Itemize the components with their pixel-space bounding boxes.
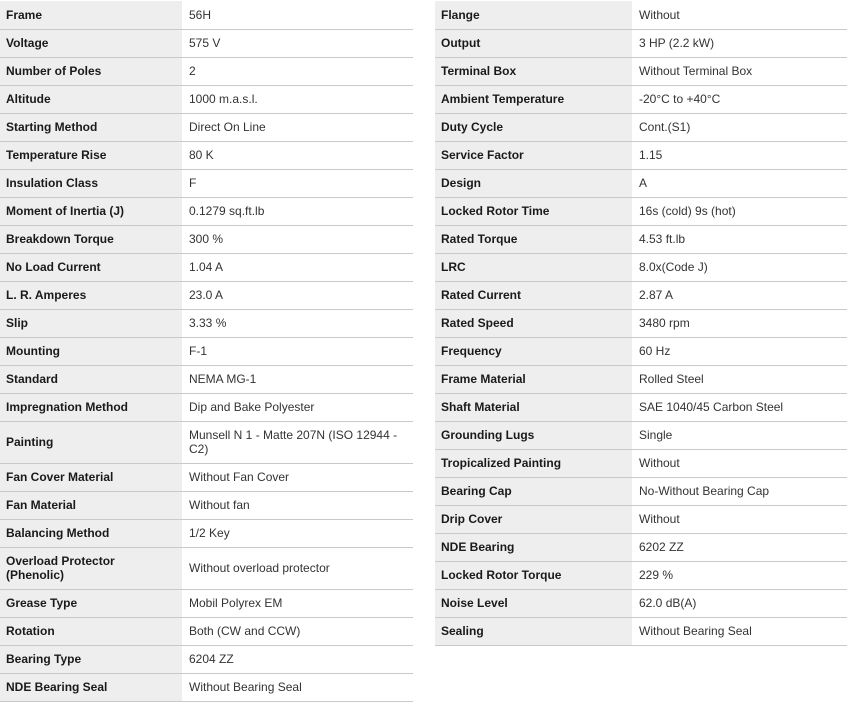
spec-row (435, 561, 847, 589)
spec-row (0, 673, 413, 701)
spec-value: F (182, 169, 413, 197)
spec-row (435, 113, 847, 141)
spec-row (0, 309, 413, 337)
spec-label: Impregnation Method (0, 393, 182, 421)
spec-label: Slip (0, 309, 182, 337)
spec-value: 229 % (632, 561, 847, 589)
spec-row (435, 197, 847, 225)
spec-label: Standard (0, 365, 182, 393)
spec-value: 3480 rpm (632, 309, 847, 337)
spec-value: Without (632, 1, 847, 29)
spec-row (0, 365, 413, 393)
spec-row (0, 393, 413, 421)
spec-label: Locked Rotor Torque (435, 561, 632, 589)
spec-label: Temperature Rise (0, 141, 182, 169)
spec-value: 8.0x(Code J) (632, 253, 847, 281)
spec-value: NEMA MG-1 (182, 365, 413, 393)
spec-row (0, 85, 413, 113)
spec-label: Rated Torque (435, 225, 632, 253)
spec-label: Service Factor (435, 141, 632, 169)
spec-value: Without fan (182, 491, 413, 519)
spec-row (435, 29, 847, 57)
spec-label: Terminal Box (435, 57, 632, 85)
spec-label: Sealing (435, 617, 632, 645)
spec-value: Both (CW and CCW) (182, 617, 413, 645)
spec-label: Noise Level (435, 589, 632, 617)
spec-label: Number of Poles (0, 57, 182, 85)
spec-row (0, 491, 413, 519)
spec-value: Without Bearing Seal (632, 617, 847, 645)
spec-label: Frequency (435, 337, 632, 365)
spec-value: A (632, 169, 847, 197)
spec-row (0, 519, 413, 547)
spec-value: 56H (182, 1, 413, 29)
spec-row (435, 57, 847, 85)
spec-value: 4.53 ft.lb (632, 225, 847, 253)
spec-label: Altitude (0, 85, 182, 113)
spec-value: 2.87 A (632, 281, 847, 309)
spec-label: Rotation (0, 617, 182, 645)
spec-value: Without (632, 505, 847, 533)
spec-value: 80 K (182, 141, 413, 169)
spec-label: Tropicalized Painting (435, 449, 632, 477)
spec-row (435, 85, 847, 113)
spec-row (435, 365, 847, 393)
spec-row (0, 463, 413, 491)
spec-label: Grease Type (0, 589, 182, 617)
spec-row (0, 1, 413, 29)
spec-label: Mounting (0, 337, 182, 365)
spec-value: Without overload protector (182, 547, 413, 589)
spec-label: Duty Cycle (435, 113, 632, 141)
spec-value: Mobil Polyrex EM (182, 589, 413, 617)
spec-value: Without Fan Cover (182, 463, 413, 491)
spec-value: No-Without Bearing Cap (632, 477, 847, 505)
spec-label: Drip Cover (435, 505, 632, 533)
spec-value: 2 (182, 57, 413, 85)
spec-value: 0.1279 sq.ft.lb (182, 197, 413, 225)
spec-row (435, 309, 847, 337)
spec-label: Balancing Method (0, 519, 182, 547)
spec-label: Moment of Inertia (J) (0, 197, 182, 225)
spec-value: Dip and Bake Polyester (182, 393, 413, 421)
spec-row (435, 1, 847, 29)
spec-value: Without (632, 449, 847, 477)
right-spec-body (435, 1, 847, 645)
spec-row (0, 645, 413, 673)
spec-label: Frame Material (435, 365, 632, 393)
spec-label: Voltage (0, 29, 182, 57)
spec-row (0, 589, 413, 617)
spec-row (0, 57, 413, 85)
spec-row (435, 253, 847, 281)
spec-label: Bearing Cap (435, 477, 632, 505)
left-spec-body (0, 1, 413, 701)
spec-row (0, 29, 413, 57)
spec-label: Fan Material (0, 491, 182, 519)
spec-label: L. R. Amperes (0, 281, 182, 309)
spec-label: Ambient Temperature (435, 85, 632, 113)
spec-row (435, 617, 847, 645)
spec-value: SAE 1040/45 Carbon Steel (632, 393, 847, 421)
spec-label: Painting (0, 421, 182, 463)
spec-value: 6202 ZZ (632, 533, 847, 561)
spec-label: NDE Bearing Seal (0, 673, 182, 701)
spec-value: Munsell N 1 - Matte 207N (ISO 12944 - C2) (182, 421, 413, 463)
spec-value: 23.0 A (182, 281, 413, 309)
spec-value: Direct On Line (182, 113, 413, 141)
spec-value: 1.04 A (182, 253, 413, 281)
spec-value: 3.33 % (182, 309, 413, 337)
spec-value: Cont.(S1) (632, 113, 847, 141)
spec-row (0, 421, 413, 463)
spec-value: 1/2 Key (182, 519, 413, 547)
spec-row (0, 169, 413, 197)
spec-value: 16s (cold) 9s (hot) (632, 197, 847, 225)
spec-row (435, 505, 847, 533)
spec-label: No Load Current (0, 253, 182, 281)
spec-row (0, 253, 413, 281)
spec-label: Design (435, 169, 632, 197)
spec-value: 3 HP (2.2 kW) (632, 29, 847, 57)
spec-label: Breakdown Torque (0, 225, 182, 253)
spec-value: 6204 ZZ (182, 645, 413, 673)
spec-value: 1000 m.a.s.l. (182, 85, 413, 113)
spec-row (435, 449, 847, 477)
spec-label: Shaft Material (435, 393, 632, 421)
spec-value: Rolled Steel (632, 365, 847, 393)
spec-label: NDE Bearing (435, 533, 632, 561)
spec-label: LRC (435, 253, 632, 281)
spec-row (0, 113, 413, 141)
spec-row (435, 337, 847, 365)
spec-row (0, 547, 413, 589)
spec-label: Starting Method (0, 113, 182, 141)
spec-row (435, 225, 847, 253)
spec-label: Locked Rotor Time (435, 197, 632, 225)
spec-row (0, 617, 413, 645)
spec-value: 575 V (182, 29, 413, 57)
left-spec-table (0, 1, 413, 702)
spec-row (435, 589, 847, 617)
spec-row (435, 141, 847, 169)
spec-row (0, 197, 413, 225)
spec-value: 60 Hz (632, 337, 847, 365)
spec-row (0, 281, 413, 309)
spec-value: 300 % (182, 225, 413, 253)
spec-value: Without Terminal Box (632, 57, 847, 85)
spec-label: Bearing Type (0, 645, 182, 673)
spec-row (0, 225, 413, 253)
spec-value: Without Bearing Seal (182, 673, 413, 701)
spec-label: Flange (435, 1, 632, 29)
spec-value: -20°C to +40°C (632, 85, 847, 113)
spec-row (435, 477, 847, 505)
spec-row (435, 421, 847, 449)
spec-value: 1.15 (632, 141, 847, 169)
spec-label: Insulation Class (0, 169, 182, 197)
spec-row (0, 141, 413, 169)
spec-row (435, 169, 847, 197)
spec-value: Single (632, 421, 847, 449)
spec-row (435, 393, 847, 421)
spec-row (435, 281, 847, 309)
spec-label: Frame (0, 1, 182, 29)
spec-label: Output (435, 29, 632, 57)
spec-value: 62.0 dB(A) (632, 589, 847, 617)
spec-label: Grounding Lugs (435, 421, 632, 449)
spec-row (435, 533, 847, 561)
right-spec-table (435, 1, 847, 646)
spec-value: F-1 (182, 337, 413, 365)
spec-label: Rated Current (435, 281, 632, 309)
spec-label: Overload Protector (Phenolic) (0, 547, 182, 589)
spec-label: Rated Speed (435, 309, 632, 337)
spec-row (0, 337, 413, 365)
spec-label: Fan Cover Material (0, 463, 182, 491)
